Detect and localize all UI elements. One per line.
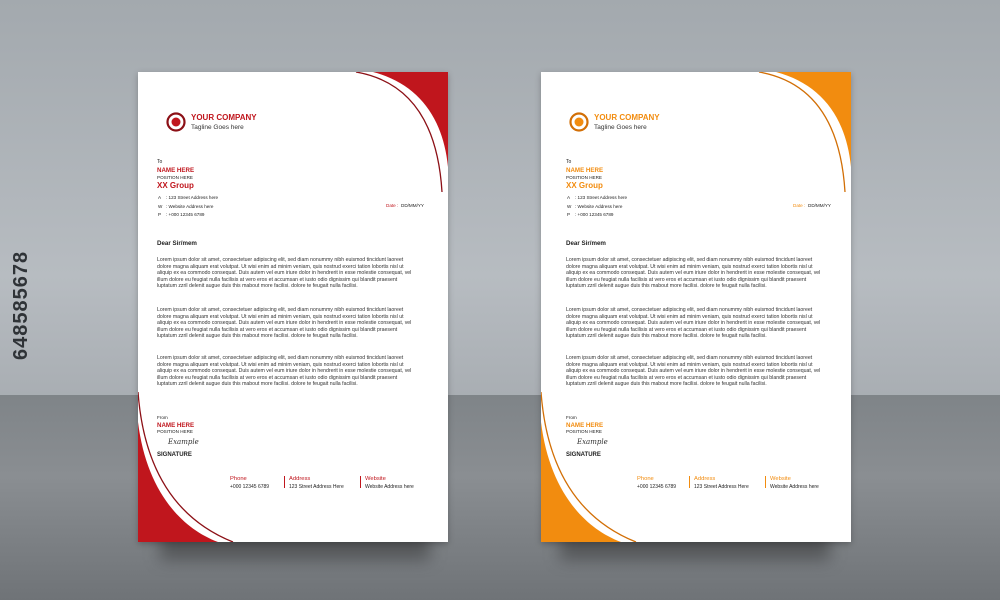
body-paragraph: Lorem ipsum dolor sit amet, consectetuer adipiscing elit, sed diam nonummy nibh euismod tincidunt laoreet dolore magna aliquam erat volutpat. Ut wisi enim ad minim veniam, quis nostrud exerci tation lobortis nisl ut aliquip ex ea commodo consequat. Duis autem vel eum iriure dolor in hendrerit in esse molestie consequat, vel illum dolore eu feugiat nulla facilisis at vero eros et accumsan et iusto odio dignissim qui blandit praesent luptatum zzril delenit augue duis this mabout more facilisi. dolore te feugait nulla facilisi. bbox=[566, 257, 821, 290]
company-logo-icon bbox=[166, 112, 186, 132]
company-tagline: Tagline Goes here bbox=[191, 124, 244, 131]
address-row-key: W bbox=[567, 204, 572, 209]
body-paragraph: Lorem ipsum dolor sit amet, consectetuer adipiscing elit, sed diam nonummy nibh euismod tincidunt laoreet dolore magna aliquam erat volutpat. Ut wisi enim ad minim veniam, quis nostrud exerci tation lobortis nisl ut aliquip ex ea commodo consequat. Duis autem vel eum iriure dolor in hendrerit in esse molestie consequat, vel illum dolore eu feugiat nulla facilisis at vero eros et accumsan et iusto odio dignissim qui blandit praesent luptatum zzril delenit augue duis this mabout more facilisi. dolore te feugait nulla facilisi. bbox=[157, 355, 412, 388]
date-label: Date : bbox=[793, 203, 806, 208]
footer-phone-label: Phone bbox=[637, 476, 654, 482]
footer-phone-value: +000 12345 6789 bbox=[230, 484, 270, 490]
body-paragraph: Lorem ipsum dolor sit amet, consectetuer adipiscing elit, sed diam nonummy nibh euismod tincidunt laoreet dolore magna aliquam erat volutpat. Ut wisi enim ad minim veniam, quis nostrud exerci tation lobortis nisl ut aliquip ex ea commodo consequat. Duis autem vel eum iriure dolor in hendrerit in esse molestie consequat, vel illum dolore eu feugiat nulla facilisis at vero eros et accumsan et iusto odio dignissim qui blandit praesent luptatum zzril delenit augue duis this mabout more facilisi. dolore te feugait nulla facilisi. bbox=[566, 307, 821, 340]
company-name: YOUR COMPANY bbox=[191, 113, 257, 122]
from-label: From bbox=[566, 415, 577, 420]
salutation: Dear Sir/mem bbox=[566, 240, 606, 247]
footer-divider bbox=[765, 476, 766, 488]
address-row-key: W bbox=[158, 204, 163, 209]
body-paragraph: Lorem ipsum dolor sit amet, consectetuer adipiscing elit, sed diam nonummy nibh euismod tincidunt laoreet dolore magna aliquam erat volutpat. Ut wisi enim ad minim veniam, quis nostrud exerci tation lobortis nisl ut aliquip ex ea commodo consequat. Duis autem vel eum iriure dolor in hendrerit in esse molestie consequat, vel illum dolore eu feugiat nulla facilisis at vero eros et accumsan et iusto odio dignissim qui blandit praesent luptatum zzril delenit augue duis this mabout more facilisi. dolore te feugait nulla facilisi. bbox=[566, 355, 821, 388]
sender-name: NAME HERE bbox=[157, 422, 195, 429]
letterhead-red bbox=[138, 72, 448, 542]
recipient-position: POSITION HERE bbox=[566, 175, 602, 180]
footer-website-value: Website Address here bbox=[770, 484, 819, 490]
footer-divider bbox=[284, 476, 285, 488]
group-name: XX Group bbox=[157, 181, 194, 190]
company-tagline: Tagline Goes here bbox=[594, 124, 647, 131]
date-value: DD/MM/YY bbox=[401, 203, 424, 208]
from-label: From bbox=[157, 415, 168, 420]
sender-name: NAME HERE bbox=[566, 422, 604, 429]
signature-script: Example bbox=[577, 438, 608, 446]
company-name: YOUR COMPANY bbox=[594, 113, 660, 122]
address-row-key: A bbox=[158, 195, 162, 200]
signature-label: SIGNATURE bbox=[566, 452, 601, 458]
footer-address-value: 123 Street Address Here bbox=[289, 484, 344, 490]
address-row-value: : Website Address here bbox=[575, 204, 623, 209]
footer-phone-label: Phone bbox=[230, 476, 247, 482]
address-row-value: : 123 Street Address here bbox=[166, 195, 219, 200]
sender-position: POSITION HERE bbox=[566, 429, 602, 434]
footer-website-label: Website bbox=[770, 476, 791, 482]
letterhead-orange bbox=[541, 72, 851, 542]
date-label: Date : bbox=[386, 203, 399, 208]
stock-id-watermark: 648585678 bbox=[10, 250, 32, 360]
footer-divider bbox=[360, 476, 361, 488]
salutation: Dear Sir/mem bbox=[157, 240, 197, 247]
address-row-key: A bbox=[567, 195, 571, 200]
to-label: To bbox=[157, 159, 163, 165]
footer-website-label: Website bbox=[365, 476, 386, 482]
to-label: To bbox=[566, 159, 572, 165]
date-value: DD/MM/YY bbox=[808, 203, 831, 208]
signature-script: Example bbox=[168, 438, 199, 446]
sender-position: POSITION HERE bbox=[157, 429, 193, 434]
footer-address-label: Address bbox=[694, 476, 716, 482]
footer-address-label: Address bbox=[289, 476, 311, 482]
signature-label: SIGNATURE bbox=[157, 452, 192, 458]
footer-divider bbox=[689, 476, 690, 488]
recipient-name: NAME HERE bbox=[566, 167, 604, 174]
address-row-key: P bbox=[158, 212, 162, 217]
address-row-key: P bbox=[567, 212, 571, 217]
group-name: XX Group bbox=[566, 181, 603, 190]
recipient-position: POSITION HERE bbox=[157, 175, 193, 180]
body-paragraph: Lorem ipsum dolor sit amet, consectetuer adipiscing elit, sed diam nonummy nibh euismod tincidunt laoreet dolore magna aliquam erat volutpat. Ut wisi enim ad minim veniam, quis nostrud exerci tation lobortis nisl ut aliquip ex ea commodo consequat. Duis autem vel eum iriure dolor in hendrerit in esse molestie consequat, vel illum dolore eu feugiat nulla facilisis at vero eros et accumsan et iusto odio dignissim qui blandit praesent luptatum zzril delenit augue duis this mabout more facilisi. dolore te feugait nulla facilisi. bbox=[157, 257, 412, 290]
company-logo-icon bbox=[569, 112, 589, 132]
footer-phone-value: +000 12345 6789 bbox=[637, 484, 677, 490]
footer-website-value: Website Address here bbox=[365, 484, 414, 490]
address-row-value: : +000 12345 6789 bbox=[166, 212, 205, 217]
footer-address-value: 123 Street Address Here bbox=[694, 484, 749, 490]
address-row-value: : +000 12345 6789 bbox=[575, 212, 614, 217]
address-row-value: : 123 Street Address here bbox=[575, 195, 628, 200]
body-paragraph: Lorem ipsum dolor sit amet, consectetuer adipiscing elit, sed diam nonummy nibh euismod tincidunt laoreet dolore magna aliquam erat volutpat. Ut wisi enim ad minim veniam, quis nostrud exerci tation lobortis nisl ut aliquip ex ea commodo consequat. Duis autem vel eum iriure dolor in hendrerit in esse molestie consequat, vel illum dolore eu feugiat nulla facilisis at vero eros et accumsan et iusto odio dignissim qui blandit praesent luptatum zzril delenit augue duis this mabout more facilisi. dolore te feugait nulla facilisi. bbox=[157, 307, 412, 340]
address-row-value: : Website Address here bbox=[166, 204, 214, 209]
recipient-name: NAME HERE bbox=[157, 167, 195, 174]
